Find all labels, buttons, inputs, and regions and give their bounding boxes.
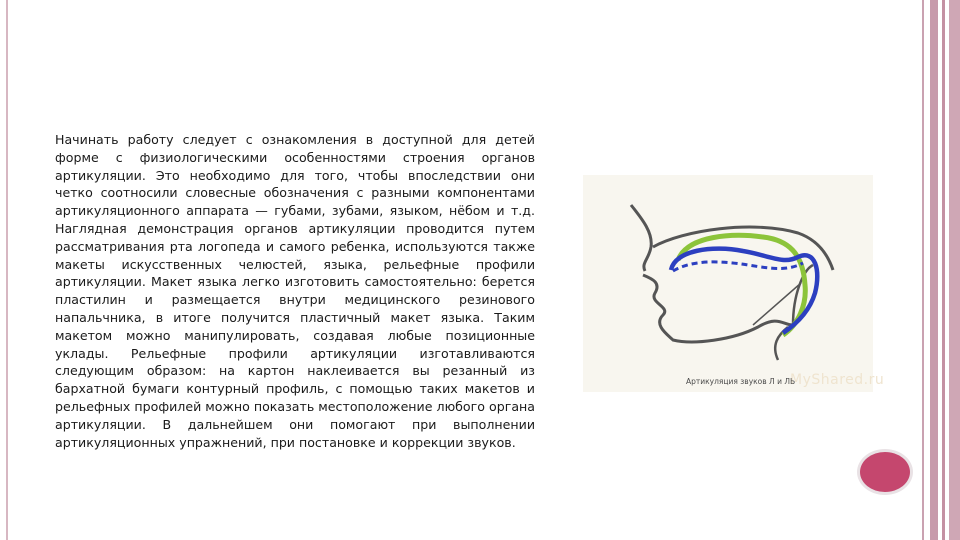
slide-body-text: Начинать работу следует с ознакомления в доступной для детей форме с физиологическими особенностями строения органов артикуляции. Это необходимо для того, чтобы впоследствии они четко соотносили словесные обозначения с разными компонентами артикуляционного аппарата — губами, зубами, языком, нёбом и т.д. Наглядная демонстрация органов артикуляции проводится путем рассматривания рта логопеда и самого ребенка, используются также макеты искусственных челюстей, языка, рельефные профили артикуляции. Макет языка легко изготовить самостоятельно: берется пластилин и размещается внутри медицинского резинового напальчника, в итоге получится пластичный макет языка. Таким макетом можно манипулировать, создавая любые позиционные уклады. Рельефные профили артикуляции изготавливаются следующим образом: на картон наклеивается вы резанный из бархатной бумаги контурный профиль, с помощью таких макетов и рельефных профилей можно показать местоположение любого органа артикуляции. В дальнейшем они помогают при выполнении артикуляционных упражнений, при постановке и коррекции звуков. <box>55 132 535 450</box>
slide-frame-right-stripe <box>922 0 924 540</box>
figure-background <box>583 175 873 392</box>
articulation-figure <box>583 175 873 392</box>
slide-frame-right-stripe <box>942 0 945 540</box>
watermark-text: MyShared.ru <box>790 372 885 388</box>
slide-frame-right-stripe <box>949 0 960 540</box>
slide-frame-left-line <box>6 0 8 540</box>
slide-frame-right-stripe <box>930 0 938 540</box>
next-slide-button[interactable] <box>857 449 913 495</box>
figure-caption: Артикуляция звуков Л и ЛЬ <box>686 377 796 386</box>
articulation-diagram <box>583 175 873 392</box>
